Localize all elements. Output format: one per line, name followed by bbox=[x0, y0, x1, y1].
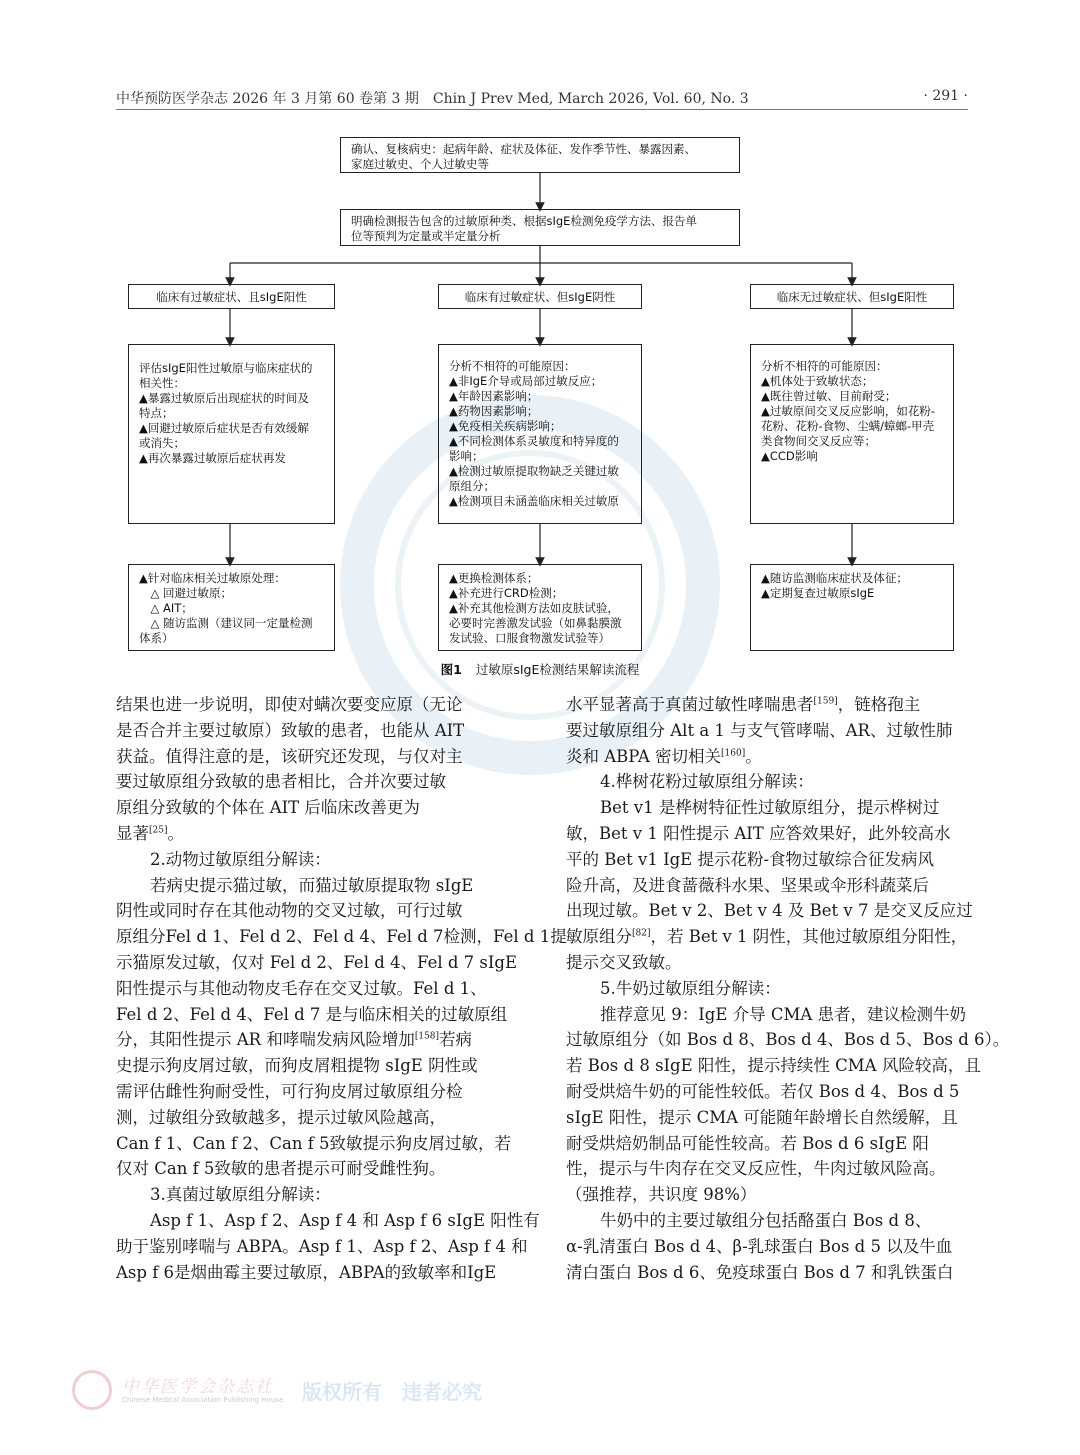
text-line bbox=[116, 769, 514, 795]
flow-line: 或消失； bbox=[139, 436, 185, 450]
citation: [158] bbox=[414, 1031, 440, 1042]
text-line bbox=[116, 1234, 528, 1260]
text-line bbox=[566, 769, 964, 795]
text-run: 耐受烘焙牛奶的可能性较低。若仅 Bos d 4、Bos d 5 bbox=[566, 1081, 960, 1101]
text-line bbox=[566, 744, 964, 770]
flow-line: 家庭过敏史、个人过敏史等 bbox=[351, 157, 489, 171]
text-run: 测，过敏组分致敏越多，提示过敏风险越高， bbox=[116, 1107, 446, 1127]
text-line bbox=[116, 692, 514, 718]
text-run: 水平显著高于真菌过敏性哮喘患者 bbox=[566, 695, 814, 714]
text-run: 原组分致敏的个体在 AIT 后临床改善更为 bbox=[116, 798, 420, 818]
text-run: 敏，Bet v 1 阳性提示 AIT 应答效果好，此外较高水 bbox=[566, 823, 951, 843]
flow-line: ▲药物因素影响； bbox=[449, 404, 539, 418]
flow-analysis-2 bbox=[438, 344, 642, 524]
text-run: sIgE 阳性，提示 CMA 可能随年龄增长自然缓解，且 bbox=[566, 1107, 958, 1127]
text-line bbox=[116, 1156, 514, 1182]
flow-line: 分析不相符的可能原因： bbox=[761, 359, 888, 373]
citation: [159] bbox=[813, 696, 838, 707]
flow-line: ▲年龄因素影响； bbox=[449, 389, 539, 403]
text-run: 出现过敏。Bet v 2、Bet v 4 及 Bet v 7 是交叉反应过 bbox=[566, 901, 973, 921]
flow-line: 影响； bbox=[449, 449, 484, 463]
text-run: 需评估雌性狗耐受性，可行狗皮屑过敏原组分检 bbox=[116, 1081, 463, 1101]
text-line bbox=[116, 1208, 540, 1234]
flow-line: △ AIT； bbox=[139, 601, 193, 615]
text-line bbox=[116, 1131, 514, 1157]
text-line bbox=[566, 976, 964, 1002]
text-run: ，若 Bet v 1 阴性，其他过敏原组分阳性， bbox=[650, 927, 968, 947]
flow-line: △ 随访监测（建议同一定量检测 bbox=[139, 616, 313, 630]
flow-line: 相关性： bbox=[139, 376, 185, 390]
publisher-name-en: Chinese Medical Association Publishing House bbox=[122, 1396, 284, 1404]
text-line bbox=[566, 1131, 964, 1157]
citation: [160] bbox=[721, 748, 746, 759]
flow-line: ▲更换检测体系； bbox=[449, 571, 539, 585]
text-run: 提示交叉致敏。 bbox=[566, 952, 682, 972]
text-run: 显著 bbox=[116, 823, 149, 843]
text-line bbox=[566, 898, 973, 924]
flow-line: ▲暴露过敏原后出现症状的时间及 bbox=[139, 391, 309, 405]
flow-line: ▲补充进行CRD检测； bbox=[449, 586, 564, 600]
text-run: 敏原组分 bbox=[566, 927, 632, 947]
flow-line: ▲机体处于致敏状态； bbox=[761, 374, 874, 388]
flow-line: ▲检测项目未涵盖临床相关过敏原 bbox=[449, 494, 619, 508]
text-line bbox=[116, 744, 514, 770]
text-line bbox=[116, 1182, 514, 1208]
text-line bbox=[116, 718, 514, 744]
text-line bbox=[116, 847, 514, 873]
text-run: α-乳清蛋白 Bos d 4、β-乳球蛋白 Bos d 5 以及牛血 bbox=[566, 1236, 953, 1256]
flow-line: ▲CCD影响 bbox=[761, 449, 818, 463]
figure-title: 过敏原sIgE检测结果解读流程 bbox=[475, 662, 640, 677]
flow-line: 评估sIgE阳性过敏原与临床症状的 bbox=[139, 361, 313, 375]
text-line bbox=[566, 1079, 964, 1105]
text-line bbox=[566, 795, 964, 821]
text-run: Fel d 2、Fel d 4、Fel d 7 是与临床相关的过敏原组 bbox=[116, 1004, 508, 1024]
text-run: 平的 Bet v1 IgE 提示花粉-食物过敏综合征发病风 bbox=[566, 849, 935, 869]
flow-line: 确认、复核病史：起病年龄、症状及体征、发作季节性、暴露因素、 bbox=[351, 142, 696, 156]
flow-label-text: 临床有过敏症状、且sIgE阳性 bbox=[156, 290, 307, 304]
flow-branch-label-2 bbox=[438, 284, 642, 309]
text-line bbox=[566, 1208, 964, 1234]
flow-line: 类食物间交叉反应等； bbox=[761, 434, 876, 448]
text-line bbox=[566, 950, 964, 976]
flow-branch-label-1 bbox=[128, 284, 335, 309]
flow-label-text: 临床无过敏症状、但sIgE阳性 bbox=[776, 290, 928, 304]
text-line bbox=[566, 873, 964, 899]
text-line bbox=[116, 821, 514, 847]
flow-analysis-1 bbox=[128, 344, 335, 524]
text-line bbox=[566, 847, 964, 873]
flow-line: ▲回避过敏原后症状是否有效缓解 bbox=[139, 421, 309, 435]
text-run: 阳性提示与其他动物皮毛存在交叉过敏。Fel d 1、 bbox=[116, 978, 487, 998]
text-run: 4.桦树花粉过敏原组分解读： bbox=[600, 772, 814, 792]
body-column-left bbox=[116, 692, 567, 1285]
text-line bbox=[116, 924, 567, 950]
text-line bbox=[566, 718, 964, 744]
flow-box-history bbox=[340, 137, 740, 173]
flow-line: 明确检测报告包含的过敏原种类、根据sIgE检测免疫学方法、报告单 bbox=[351, 214, 697, 228]
flow-action-2 bbox=[438, 564, 642, 651]
text-run: 炎和 ABPA 密切相关 bbox=[566, 746, 722, 766]
text-line bbox=[116, 898, 514, 924]
text-run: 获益。值得注意的是，该研究还发现，与仅对主 bbox=[116, 746, 463, 766]
flow-line: 花粉、花粉-食物、尘螨/蟑螂-甲壳 bbox=[761, 419, 935, 433]
journal-info: 中华预防医学杂志 2026 年 3 月第 60 卷第 3 期 Chin J Prev Med, March 2026, Vol. 60, No. 3 bbox=[116, 91, 749, 107]
flow-line: ▲既往曾过敏、目前耐受； bbox=[761, 389, 897, 403]
text-line bbox=[116, 873, 514, 899]
flow-line: 原组分； bbox=[449, 479, 495, 493]
text-run: 原组分Fel d 1、Fel d 2、Fel d 4、Fel d 7检测，Fel d 1提 bbox=[116, 927, 567, 947]
flow-line: 体系） bbox=[139, 631, 174, 645]
flow-analysis-3 bbox=[750, 344, 954, 524]
text-line bbox=[566, 821, 964, 847]
figure-number: 图1 bbox=[440, 662, 462, 677]
text-run: Asp f 1、Asp f 2、Asp f 4 和 Asp f 6 sIgE 阳性有 bbox=[150, 1210, 540, 1230]
text-line bbox=[566, 1260, 964, 1286]
text-line bbox=[116, 1105, 514, 1131]
text-line bbox=[116, 976, 514, 1002]
text-run: 若 Bos d 8 sIgE 阳性，提示持续性 CMA 风险较高，且 bbox=[566, 1056, 981, 1076]
text-line bbox=[116, 950, 517, 976]
text-line bbox=[566, 1053, 981, 1079]
text-run: 是否合并主要过敏原）致敏的患者，也能从 AIT bbox=[116, 720, 465, 740]
flow-line: ▲过敏原间交叉反应影响，如花粉- bbox=[761, 404, 935, 418]
text-line bbox=[566, 924, 968, 950]
text-run: 助于鉴别哮喘与 ABPA。Asp f 1、Asp f 2、Asp f 4 和 bbox=[116, 1236, 528, 1256]
text-run: 史提示狗皮屑过敏，而狗皮屑粗提物 sIgE 阴性或 bbox=[116, 1056, 478, 1076]
figure-caption bbox=[0, 660, 1080, 678]
page-number: · 291 · bbox=[923, 88, 968, 104]
text-line bbox=[116, 1079, 514, 1105]
flow-line: ▲非IgE介导或局部过敏反应； bbox=[449, 374, 603, 388]
text-run: 。 bbox=[167, 823, 184, 843]
flow-line: ▲补充其他检测方法如皮肤试验， bbox=[449, 601, 619, 615]
text-run: 分，其阳性提示 AR 和哮喘发病风险增加 bbox=[116, 1030, 415, 1050]
text-run: （强推荐，共识度 98%） bbox=[566, 1185, 757, 1205]
flow-line: 特点； bbox=[139, 406, 174, 420]
flow-action-1 bbox=[128, 564, 335, 651]
text-run: Can f 1、Can f 2、Can f 5致敏提示狗皮屑过敏，若 bbox=[116, 1133, 512, 1153]
body-column-right bbox=[566, 692, 1010, 1285]
text-run: 牛奶中的主要过敏组分包括酪蛋白 Bos d 8、 bbox=[600, 1210, 932, 1230]
citation: [25] bbox=[149, 825, 168, 836]
flow-line: ▲再次暴露过敏原后症状再发 bbox=[139, 451, 286, 465]
text-run: 过敏原组分（如 Bos d 8、Bos d 4、Bos d 5、Bos d 6）。 bbox=[566, 1030, 1010, 1050]
text-line bbox=[566, 1002, 967, 1028]
flow-line: ▲随访监测临床症状及体征； bbox=[761, 571, 908, 585]
flow-branch-label-3 bbox=[750, 284, 954, 309]
flow-line: ▲定期复查过敏原sIgE bbox=[761, 586, 875, 600]
text-run: 5.牛奶过敏原组分解读： bbox=[600, 978, 781, 998]
flow-line: ▲检测过敏原提取物缺乏关键过敏 bbox=[449, 464, 619, 478]
text-run: 要过敏原组分致敏的患者相比，合并次要过敏 bbox=[116, 772, 446, 792]
text-run: Bet v1 是桦树特征性过敏原组分，提示桦树过 bbox=[600, 798, 940, 818]
text-run: ，链格孢主 bbox=[837, 695, 921, 714]
text-run: 示猫原发过敏，仅对 Fel d 2、Fel d 4、Fel d 7 sIgE bbox=[116, 952, 517, 972]
text-run: 耐受烘焙奶制品可能性较高。若 Bos d 6 sIgE 阳 bbox=[566, 1133, 929, 1153]
flow-line: ▲免疫相关疾病影响； bbox=[449, 419, 562, 433]
text-run: 。 bbox=[745, 746, 762, 766]
flow-action-3 bbox=[750, 564, 954, 651]
text-run: 若病史提示猫过敏，而猫过敏原提取物 sIgE bbox=[150, 875, 474, 895]
flow-label-text: 临床有过敏症状、但sIgE阴性 bbox=[464, 290, 616, 304]
text-line bbox=[116, 1002, 514, 1028]
text-run: 若病 bbox=[439, 1030, 473, 1050]
text-line bbox=[566, 1105, 964, 1131]
text-run: 险升高，及进食蔷薇科水果、坚果或伞形科蔬菜后 bbox=[566, 875, 929, 895]
text-run: 性，提示与牛肉存在交叉反应性，牛肉过敏风险高。 bbox=[566, 1159, 946, 1179]
flow-line: 位等预判为定量或半定量分析 bbox=[351, 229, 501, 243]
publisher-logo-icon bbox=[72, 1370, 112, 1410]
flow-line: 必要时完善激发试验（如鼻黏膜激 bbox=[449, 616, 622, 630]
citation: [82] bbox=[632, 928, 651, 939]
text-run: 清白蛋白 Bos d 6、免疫球蛋白 Bos d 7 和乳铁蛋白 bbox=[566, 1262, 954, 1282]
text-line bbox=[566, 1182, 964, 1208]
text-line bbox=[116, 1260, 514, 1286]
text-run: 3.真菌过敏原组分解读： bbox=[150, 1185, 331, 1205]
copyright-tag: 版权所有 违者必究 bbox=[302, 1380, 482, 1404]
text-line bbox=[116, 1027, 514, 1053]
flow-box-report bbox=[340, 209, 740, 246]
flow-line: 分析不相符的可能原因： bbox=[449, 359, 576, 373]
flow-line: ▲不同检测体系灵敏度和特异度的 bbox=[449, 434, 619, 448]
flow-line: ▲针对临床相关过敏原处理： bbox=[139, 571, 286, 585]
text-run: 要过敏原组分 Alt a 1 与支气管哮喘、AR、过敏性肺 bbox=[566, 720, 953, 740]
text-run: 结果也进一步说明，即使对螨次要变应原（无论 bbox=[116, 695, 463, 714]
text-run: 推荐意见 9：IgE 介导 CMA 患者，建议检测牛奶 bbox=[600, 1004, 967, 1024]
text-line bbox=[566, 1234, 964, 1260]
text-run: 仅对 Can f 5致敏的患者提示可耐受雌性狗。 bbox=[116, 1159, 446, 1179]
flow-line: 发试验、口服食物激发试验等） bbox=[449, 631, 610, 645]
text-line bbox=[116, 1053, 514, 1079]
text-line bbox=[566, 692, 964, 718]
text-line bbox=[116, 795, 514, 821]
text-run: 2.动物过敏原组分解读： bbox=[150, 849, 331, 869]
publisher-name: 中华医学会杂志社 bbox=[122, 1377, 274, 1397]
text-line bbox=[566, 1156, 964, 1182]
text-run: Asp f 6是烟曲霉主要过敏原，ABPA的致敏率和IgE bbox=[116, 1262, 497, 1282]
text-line bbox=[566, 1027, 1010, 1053]
flow-line: △ 回避过敏原； bbox=[139, 586, 232, 600]
text-run: 阴性或同时存在其他动物的交叉过敏，可行过敏 bbox=[116, 901, 463, 921]
